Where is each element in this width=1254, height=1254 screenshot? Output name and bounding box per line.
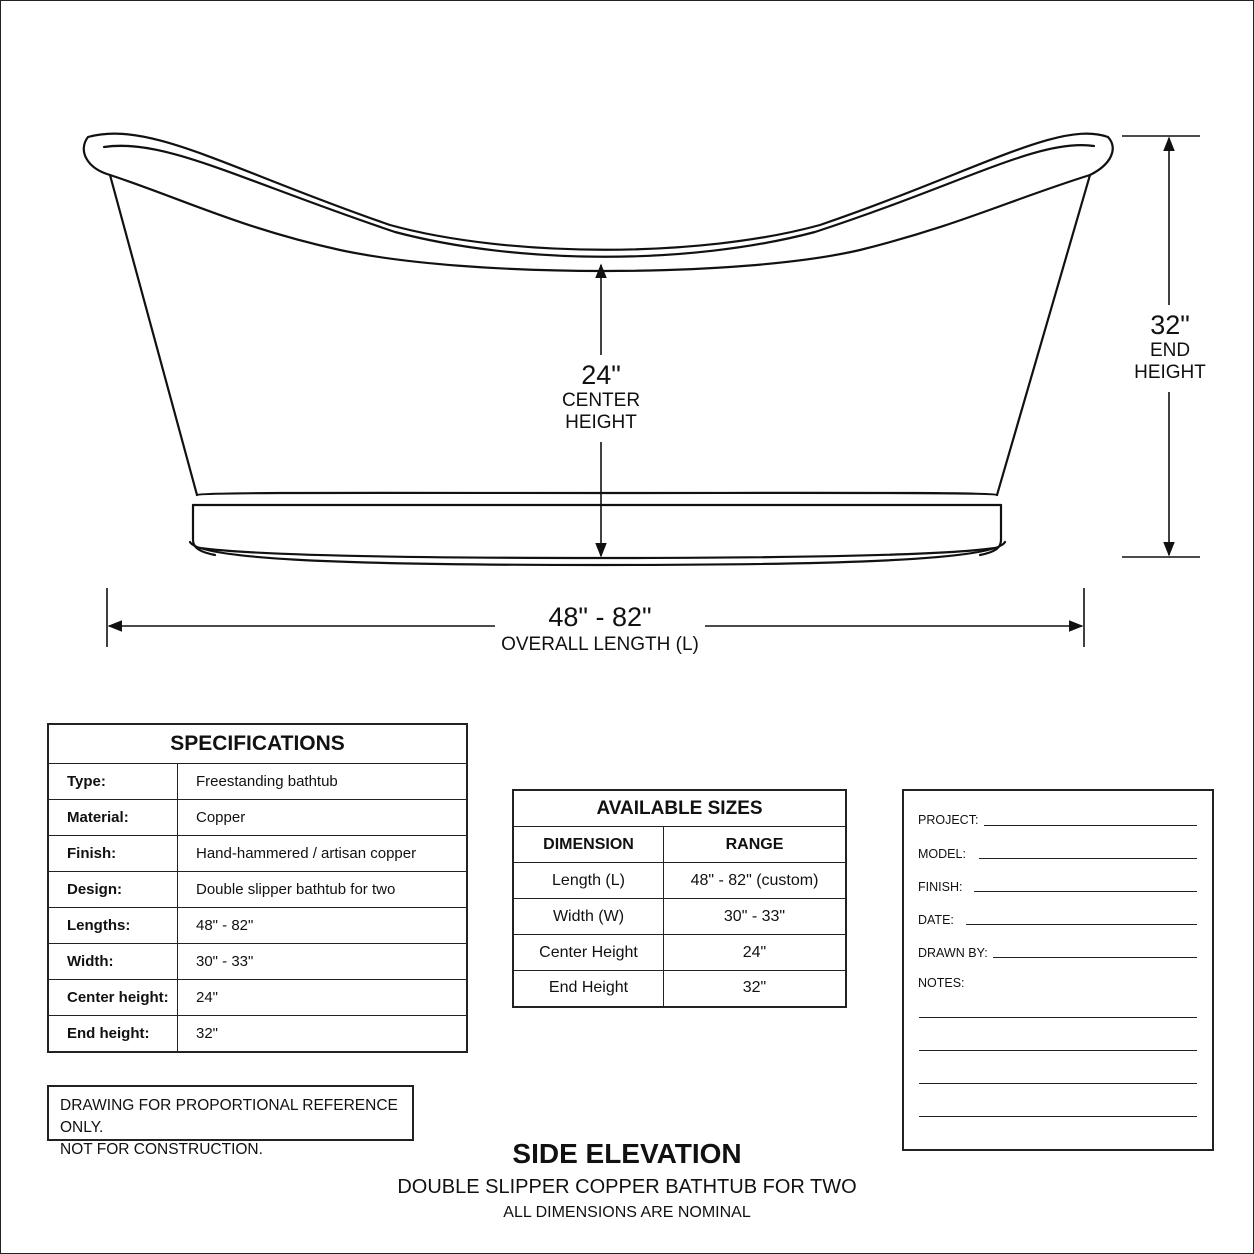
table-row — [48, 872, 467, 908]
available-sizes-table — [512, 789, 847, 1008]
date-line — [966, 924, 1197, 925]
tub-base-top — [197, 493, 997, 495]
spec-key: Center height: — [48, 980, 178, 1016]
tub-base-bottom — [190, 542, 1005, 565]
notes-line — [919, 1083, 1197, 1084]
spec-key: Material: — [48, 800, 178, 836]
spec-value: 32" — [178, 1016, 468, 1052]
specifications-table — [47, 723, 468, 1053]
spec-key: Type: — [48, 764, 178, 800]
spec-key: Lengths: — [48, 908, 178, 944]
drawing-note: ALL DIMENSIONS ARE NOMINAL — [503, 1204, 751, 1221]
size-range: 24" — [664, 935, 847, 971]
column-header-dimension: DIMENSION — [513, 827, 664, 863]
center-height-label-1: CENTER — [561, 390, 641, 411]
disclaimer-line-1: DRAWING FOR PROPORTIONAL REFERENCE ONLY. — [60, 1097, 398, 1136]
title-block — [902, 789, 1214, 1151]
spec-key: End height: — [48, 1016, 178, 1052]
size-range: 30" - 33" — [664, 899, 847, 935]
table-row — [513, 899, 846, 935]
center-height-annotation — [541, 360, 661, 434]
drawing-subtitle: DOUBLE SLIPPER COPPER BATHTUB FOR TWO — [397, 1176, 857, 1198]
project-line — [984, 825, 1197, 826]
table-row — [513, 863, 846, 899]
spec-key: Width: — [48, 944, 178, 980]
notes-line — [919, 1017, 1197, 1018]
tub-rim-outer — [84, 134, 1113, 271]
end-height-annotation — [1120, 310, 1220, 384]
date-label: DATE: — [918, 913, 954, 927]
size-dimension: Center Height — [513, 935, 664, 971]
table-row — [48, 980, 467, 1016]
notes-line — [919, 1116, 1197, 1117]
table-row — [48, 800, 467, 836]
project-label: PROJECT: — [918, 813, 979, 827]
drawing-title: SIDE ELEVATION — [512, 1138, 742, 1169]
tub-base-bottom-inner — [200, 548, 995, 558]
end-height-label-1: END — [1149, 340, 1191, 361]
table-row — [48, 944, 467, 980]
overall-length-value: 48" - 82" — [548, 602, 652, 632]
size-dimension: End Height — [513, 971, 664, 1007]
notes-field — [918, 976, 965, 990]
date-field — [918, 913, 954, 927]
tub-rim-inner — [104, 145, 1094, 257]
center-height-value: 24" — [581, 360, 621, 390]
model-field — [918, 847, 966, 861]
available-sizes-title: AVAILABLE SIZES — [513, 790, 846, 827]
spec-value: Copper — [178, 800, 468, 836]
center-height-label-2: HEIGHT — [565, 412, 637, 433]
spec-value: 48" - 82" — [178, 908, 468, 944]
table-row — [513, 971, 846, 1007]
spec-value: Double slipper bathtub for two — [178, 872, 468, 908]
overall-length-annotation — [480, 602, 720, 656]
spec-value: 24" — [178, 980, 468, 1016]
drawn-by-line — [993, 957, 1197, 958]
model-line — [979, 858, 1197, 859]
spec-key: Design: — [48, 872, 178, 908]
table-row — [48, 1016, 467, 1052]
finish-label: FINISH: — [918, 880, 963, 894]
finish-line — [974, 891, 1197, 892]
size-dimension: Length (L) — [513, 863, 664, 899]
spec-value: Hand-hammered / artisan copper — [178, 836, 468, 872]
disclaimer-note — [47, 1085, 414, 1158]
project-field — [918, 813, 978, 827]
size-range: 32" — [664, 971, 847, 1007]
tub-body-right — [997, 175, 1090, 495]
drawn-by-field — [918, 946, 988, 960]
end-height-value: 32" — [1150, 310, 1190, 340]
table-row — [513, 935, 846, 971]
notes-label: NOTES: — [918, 976, 965, 990]
specifications-title: SPECIFICATIONS — [48, 724, 467, 764]
notes-line — [919, 1050, 1197, 1051]
end-height-label-2: HEIGHT — [1134, 362, 1206, 383]
finish-field — [918, 880, 962, 894]
disclaimer-line-2: NOT FOR CONSTRUCTION. — [60, 1141, 263, 1158]
table-row — [48, 836, 467, 872]
spec-value: 30" - 33" — [178, 944, 468, 980]
spec-value: Freestanding bathtub — [178, 764, 468, 800]
table-row — [48, 908, 467, 944]
tub-body-left — [110, 175, 197, 495]
table-row — [48, 764, 467, 800]
size-dimension: Width (W) — [513, 899, 664, 935]
spec-key: Finish: — [48, 836, 178, 872]
model-label: MODEL: — [918, 847, 966, 861]
size-range: 48" - 82" (custom) — [664, 863, 847, 899]
drawn-by-label: DRAWN BY: — [918, 946, 988, 960]
overall-length-label: OVERALL LENGTH (L) — [501, 634, 699, 655]
column-header-range: RANGE — [664, 827, 847, 863]
